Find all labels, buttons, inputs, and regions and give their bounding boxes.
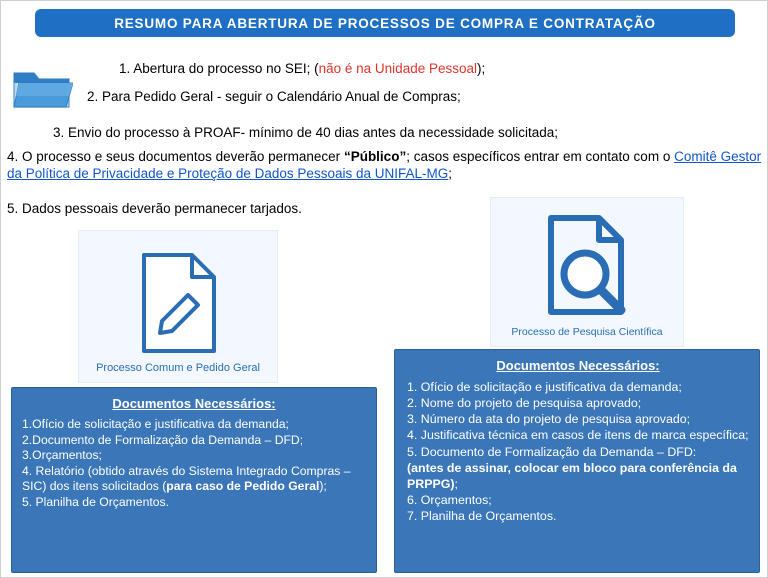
box-right-line-4: 4. Justificativa técnica em casos de itens de marca específica;	[407, 428, 749, 443]
step-1-warning: não é na Unidade Pessoal	[318, 61, 477, 76]
step-4-text-c: ;	[448, 165, 452, 181]
box-left-line-3: 3.Orçamentos;	[22, 448, 102, 463]
step-4-text-a: 4. O processo e seus documentos deverão permanecer	[7, 149, 344, 164]
box-documentos-pesquisa	[394, 349, 760, 573]
document-search-icon	[535, 212, 639, 327]
card-processo-comum	[78, 230, 278, 383]
box-right-line-1: 1. Ofício de solicitação e justificativa da demanda;	[407, 380, 682, 394]
box-right-line-3: 3. Número da ata do projeto de pesquisa aprovado;	[407, 412, 691, 427]
box-left-line-2: 2.Documento de Formalização da Demanda – DFD;	[22, 432, 304, 447]
step-5: 5. Dados pessoais deverão permanecer tarjados.	[7, 201, 302, 216]
step-3: 3. Envio do processo à PROAF- mínimo de 40 dias antes da necessidade solicitada;	[53, 125, 559, 140]
box-right-note-tail: ;	[454, 476, 458, 491]
step-4	[7, 149, 763, 183]
box-documentos-pesquisa-title: Documentos Necessários:	[496, 358, 660, 373]
box-left-line-1: 1.Ofício de solicitação e justificativa da demanda;	[22, 417, 289, 431]
card-processo-pesquisa-caption: Processo de Pesquisa Científica	[511, 326, 663, 338]
box-left-line-4-emphasis: para caso de Pedido Geral	[166, 479, 320, 494]
step-4-text-b: ; casos específicos entrar em contato com o	[406, 149, 675, 164]
box-documentos-comum	[11, 387, 377, 573]
box-left-line-5: 5. Planilha de Orçamentos.	[22, 495, 170, 510]
box-right-line-7: 6. Orçamentos;	[407, 492, 492, 507]
box-right-line-8: 7. Planilha de Orçamentos.	[407, 509, 557, 523]
card-processo-pesquisa	[490, 197, 684, 347]
box-right-line-5: 5. Documento de Formalização da Demanda – DFD:	[407, 444, 697, 459]
step-1-text-b: );	[477, 61, 486, 76]
document-pen-icon	[130, 249, 226, 362]
page-title: RESUMO PARA ABERTURA DE PROCESSOS DE COMPRA E CONTRATAÇÃO	[114, 15, 656, 31]
box-right-line-6	[407, 460, 749, 492]
step-2: 2. Para Pedido Geral - seguir o Calendário Anual de Compras;	[87, 89, 461, 104]
folder-icon	[11, 63, 73, 111]
step-1-text-a: 1. Abertura do processo no SEI; (	[119, 61, 319, 76]
box-left-line-4	[22, 464, 366, 495]
box-right-line-2: 2. Nome do projeto de pesquisa aprovado;	[407, 396, 642, 411]
box-right-note: (antes de assinar, colocar em bloco para conferência da PRPPG)	[407, 460, 737, 491]
box-left-line-4-a: 4. Relatório (obtido através do Sistema Integrado Compras – SIC) dos itens solicitados (	[22, 463, 351, 494]
committee-link[interactable]: Comitê Gestor da Política de Privacidade e Proteção de Dados Pessoais da UNIFAL-MG	[7, 149, 762, 181]
step-1	[119, 61, 485, 78]
box-documentos-comum-title: Documentos Necessários:	[112, 396, 276, 411]
step-4-emphasis: “Público”	[343, 149, 407, 164]
card-processo-comum-caption: Processo Comum e Pedido Geral	[96, 362, 260, 374]
page-title-bar	[35, 9, 735, 37]
box-left-line-4-b: );	[319, 479, 327, 494]
